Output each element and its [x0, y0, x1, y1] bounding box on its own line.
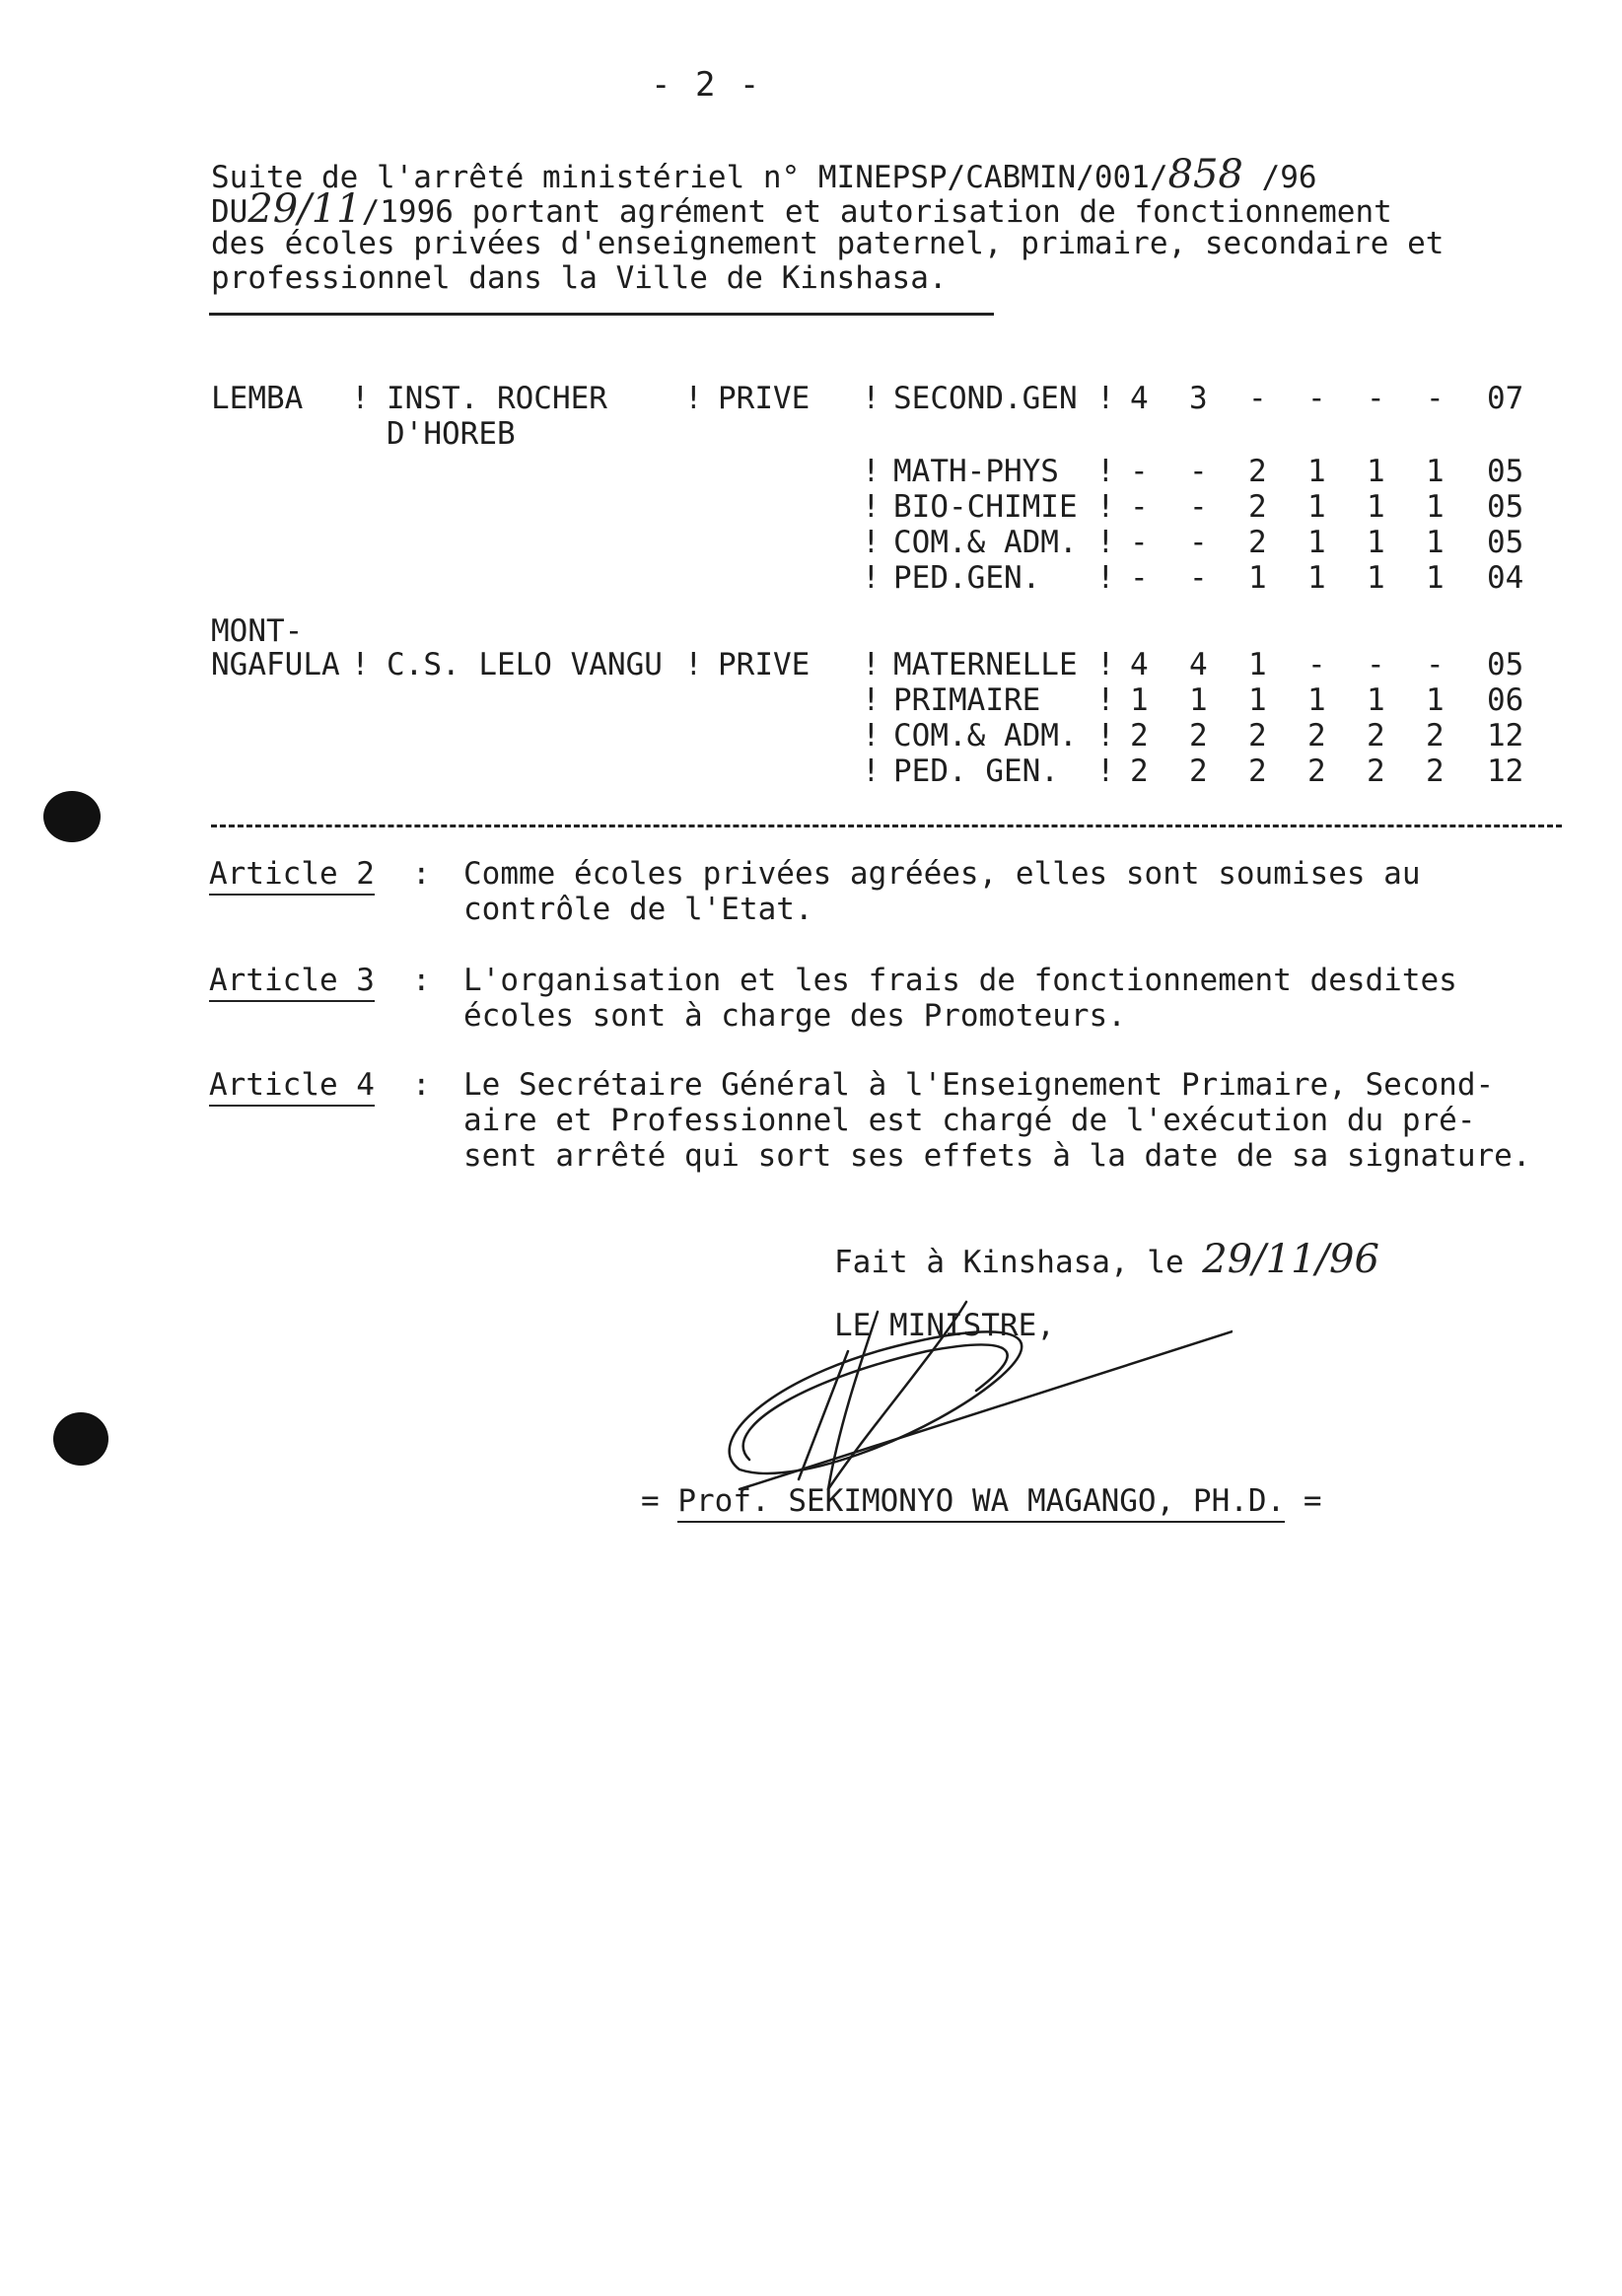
- count-cell: 2: [1248, 489, 1267, 525]
- signatory-line: [641, 1483, 1322, 1519]
- count-cell: 1: [1426, 560, 1445, 596]
- count-cell: 1: [1426, 454, 1445, 489]
- column-separator: !: [351, 381, 370, 416]
- count-cell: 2: [1426, 753, 1445, 789]
- signatory-open-mark: =: [641, 1483, 660, 1519]
- punch-hole-icon: [43, 791, 101, 842]
- count-cell: 2: [1248, 718, 1267, 753]
- article-2-colon: :: [412, 856, 431, 892]
- article-2-line: contrôle de l'Etat.: [463, 892, 813, 927]
- article-2-line: Comme écoles privées agréées, elles sont soumises au: [463, 856, 1421, 892]
- count-cell: 2: [1130, 718, 1149, 753]
- article-4-line: sent arrêté qui sort ses effets à la date de sa signature.: [463, 1138, 1531, 1174]
- count-cell: 1: [1307, 489, 1326, 525]
- article-2-label: [209, 856, 375, 892]
- column-separator: !: [1096, 560, 1115, 596]
- article-4-label: [209, 1067, 375, 1103]
- option-cell: PED.GEN.: [893, 560, 1041, 596]
- signatory-name: Prof. SEKIMONYO WA MAGANGO, PH.D.: [677, 1483, 1285, 1523]
- total-cell: 05: [1487, 647, 1524, 682]
- count-cell: 1: [1307, 454, 1326, 489]
- count-cell: 2: [1367, 718, 1385, 753]
- total-cell: 05: [1487, 525, 1524, 560]
- count-cell: -: [1307, 647, 1326, 682]
- column-separator: !: [1096, 381, 1115, 416]
- count-cell: 2: [1189, 718, 1208, 753]
- minister-title: LE MINISTRE,: [834, 1308, 1055, 1343]
- heading-line-1-prefix: Suite de l'arrêté ministériel n° MINEPSP/CABMIN/001/: [211, 160, 1168, 195]
- count-cell: -: [1426, 647, 1445, 682]
- count-cell: -: [1189, 560, 1208, 596]
- count-cell: 4: [1130, 381, 1149, 416]
- column-separator: !: [862, 753, 881, 789]
- punch-hole-icon: [53, 1412, 108, 1466]
- table-end-rule: [211, 825, 1562, 827]
- column-separator: !: [351, 647, 370, 682]
- count-cell: 2: [1248, 454, 1267, 489]
- count-cell: 1: [1307, 525, 1326, 560]
- commune-cell: MONT-: [211, 613, 304, 649]
- regime-cell: PRIVE: [718, 647, 811, 682]
- column-separator: !: [1096, 718, 1115, 753]
- handwritten-decree-date: 29/11: [247, 186, 362, 232]
- count-cell: 2: [1130, 753, 1149, 789]
- option-cell: COM.& ADM.: [893, 718, 1078, 753]
- article-4-colon: :: [412, 1067, 431, 1103]
- count-cell: -: [1307, 381, 1326, 416]
- column-separator: !: [862, 454, 881, 489]
- count-cell: 1: [1367, 682, 1385, 718]
- commune-cell: LEMBA: [211, 381, 304, 416]
- count-cell: 1: [1248, 682, 1267, 718]
- count-cell: 3: [1189, 381, 1208, 416]
- count-cell: 1: [1189, 682, 1208, 718]
- column-separator: !: [1096, 454, 1115, 489]
- count-cell: 1: [1307, 682, 1326, 718]
- total-cell: 05: [1487, 489, 1524, 525]
- column-separator: !: [862, 525, 881, 560]
- column-separator: !: [862, 381, 881, 416]
- column-separator: !: [862, 647, 881, 682]
- count-cell: 1: [1367, 525, 1385, 560]
- article-2-label-text: Article 2: [209, 856, 375, 896]
- article-4-text: [463, 1067, 1531, 1174]
- total-cell: 04: [1487, 560, 1524, 596]
- total-cell: 12: [1487, 753, 1524, 789]
- count-cell: -: [1426, 381, 1445, 416]
- count-cell: 1: [1130, 682, 1149, 718]
- handwritten-decree-number: 858: [1167, 152, 1243, 197]
- column-separator: !: [684, 381, 703, 416]
- option-cell: COM.& ADM.: [893, 525, 1078, 560]
- count-cell: 2: [1307, 718, 1326, 753]
- decree-heading: [211, 152, 1552, 296]
- commune-cell: NGAFULA: [211, 647, 340, 682]
- heading-line-3: des écoles privées d'enseignement paternel, primaire, secondaire et: [211, 226, 1445, 261]
- column-separator: !: [684, 647, 703, 682]
- school-cell: INST. ROCHER: [387, 381, 607, 416]
- count-cell: 4: [1189, 647, 1208, 682]
- total-cell: 05: [1487, 454, 1524, 489]
- place-and-date: [834, 1237, 1379, 1282]
- column-separator: !: [862, 560, 881, 596]
- heading-line-2-suffix: /1996 portant agrément et autorisation de fonctionnement: [361, 194, 1392, 230]
- total-cell: 12: [1487, 718, 1524, 753]
- count-cell: 1: [1367, 489, 1385, 525]
- handwritten-signing-date: 29/11/96: [1202, 1237, 1379, 1282]
- count-cell: 2: [1248, 753, 1267, 789]
- article-3-line: écoles sont à charge des Promoteurs.: [463, 998, 1126, 1034]
- count-cell: 2: [1307, 753, 1326, 789]
- count-cell: 1: [1307, 560, 1326, 596]
- article-4-line: Le Secrétaire Général à l'Enseignement Primaire, Second-: [463, 1067, 1495, 1103]
- column-separator: !: [1096, 753, 1115, 789]
- column-separator: !: [862, 489, 881, 525]
- article-4-label-text: Article 4: [209, 1067, 375, 1107]
- option-cell: MATERNELLE: [893, 647, 1078, 682]
- place-text: Fait à Kinshasa, le: [834, 1245, 1184, 1280]
- article-3-line: L'organisation et les frais de fonctionnement desdites: [463, 963, 1457, 998]
- total-cell: 06: [1487, 682, 1524, 718]
- count-cell: 2: [1426, 718, 1445, 753]
- article-2-text: [463, 856, 1421, 927]
- count-cell: 1: [1367, 560, 1385, 596]
- column-separator: !: [1096, 682, 1115, 718]
- article-4-line: aire et Professionnel est chargé de l'exécution du pré-: [463, 1103, 1476, 1138]
- page-number: - 2 -: [651, 65, 762, 105]
- signatory-close-mark: =: [1303, 1483, 1322, 1519]
- column-separator: !: [862, 718, 881, 753]
- option-cell: PED. GEN.: [893, 753, 1059, 789]
- count-cell: -: [1130, 560, 1149, 596]
- count-cell: 2: [1248, 525, 1267, 560]
- school-cell: D'HOREB: [387, 416, 516, 452]
- article-3-label: [209, 963, 375, 998]
- count-cell: 4: [1130, 647, 1149, 682]
- option-cell: MATH-PHYS: [893, 454, 1059, 489]
- regime-cell: PRIVE: [718, 381, 811, 416]
- count-cell: -: [1130, 489, 1149, 525]
- heading-line-1-suffix: /96: [1261, 160, 1317, 195]
- count-cell: 1: [1248, 647, 1267, 682]
- column-separator: !: [862, 682, 881, 718]
- count-cell: 1: [1426, 682, 1445, 718]
- count-cell: -: [1189, 489, 1208, 525]
- column-separator: !: [1096, 647, 1115, 682]
- heading-line-2-prefix: DU: [211, 194, 248, 230]
- school-cell: C.S. LELO VANGU: [387, 647, 663, 682]
- count-cell: -: [1130, 525, 1149, 560]
- count-cell: 2: [1367, 753, 1385, 789]
- heading-line-1: [211, 152, 1552, 197]
- count-cell: 1: [1367, 454, 1385, 489]
- count-cell: -: [1130, 454, 1149, 489]
- option-cell: PRIMAIRE: [893, 682, 1041, 718]
- count-cell: -: [1189, 525, 1208, 560]
- article-3-text: [463, 963, 1457, 1034]
- article-3-colon: :: [412, 963, 431, 998]
- heading-underline: [209, 313, 994, 316]
- count-cell: -: [1189, 454, 1208, 489]
- heading-line-4: professionnel dans la Ville de Kinshasa.: [211, 260, 948, 296]
- count-cell: -: [1248, 381, 1267, 416]
- count-cell: 1: [1426, 489, 1445, 525]
- total-cell: 07: [1487, 381, 1524, 416]
- count-cell: -: [1367, 381, 1385, 416]
- count-cell: 2: [1189, 753, 1208, 789]
- option-cell: SECOND.GEN: [893, 381, 1078, 416]
- article-3-label-text: Article 3: [209, 963, 375, 1002]
- column-separator: !: [1096, 525, 1115, 560]
- count-cell: -: [1367, 647, 1385, 682]
- count-cell: 1: [1248, 560, 1267, 596]
- column-separator: !: [1096, 489, 1115, 525]
- option-cell: BIO-CHIMIE: [893, 489, 1078, 525]
- count-cell: 1: [1426, 525, 1445, 560]
- heading-line-2: [211, 186, 1552, 232]
